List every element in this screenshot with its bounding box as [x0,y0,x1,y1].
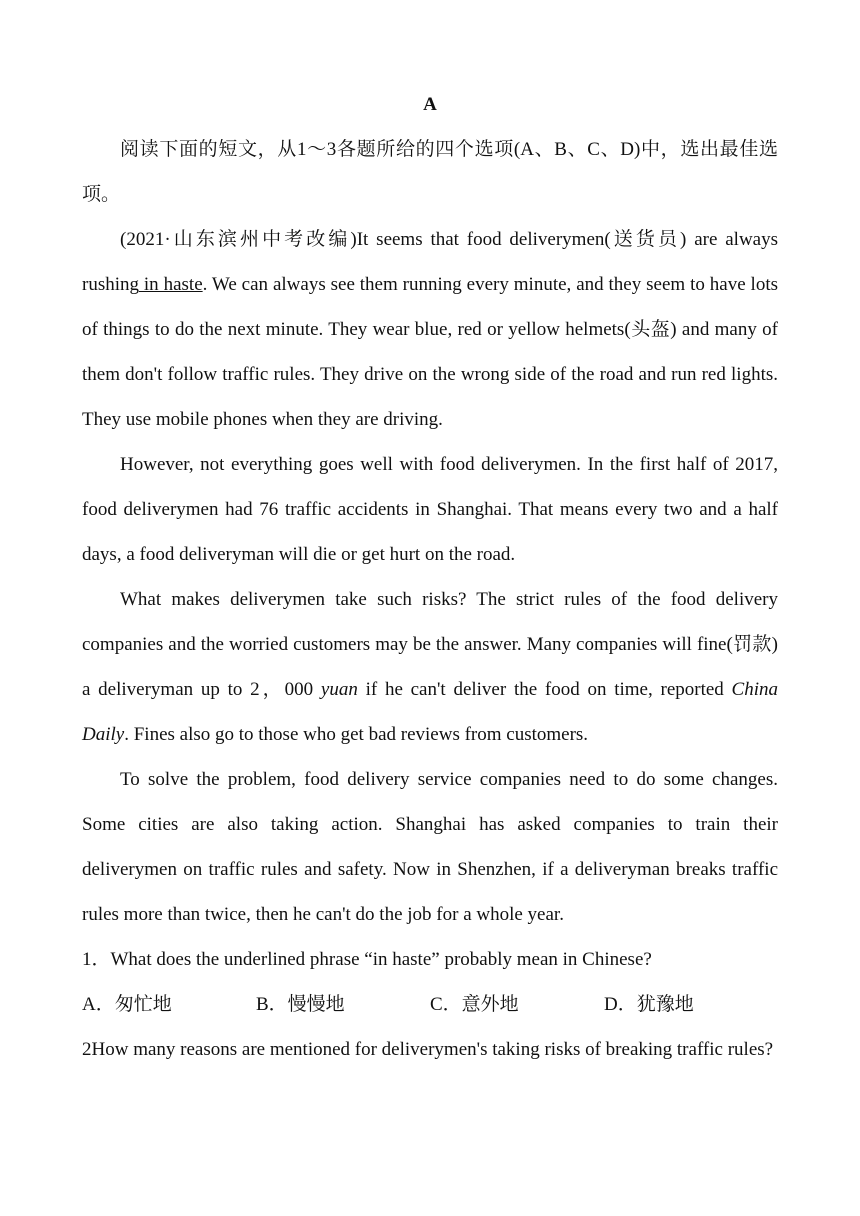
passage-paragraph-1 [82,217,778,442]
option-b: B．慢慢地 [256,994,345,1015]
question-1-options [82,982,778,1027]
underlined-phrase: in haste [139,274,203,295]
p3-text-b: if he can't deliver the food on time, reported [357,679,732,700]
p3-italic-yuan: yuan [320,679,358,700]
passage-paragraph-3 [82,577,778,757]
instructions: 阅读下面的短文，从1～3各题所给的四个选项(A、B、C、D)中，选出最佳选项。 [82,139,778,205]
option-d: D．犹豫地 [604,994,694,1015]
p3-text-a: What makes deliverymen take such risks? The strict rules of the food delivery companies and the worried customers may be the answer. Many companies will fine(罚款) a deliveryman up to 2，000 [82,589,778,700]
option-c: C．意外地 [430,994,519,1015]
option-a: A．匆忙地 [82,994,172,1015]
passage-paragraph-2: However, not everything goes well with food deliverymen. In the first half of 2017, food deliverymen had 76 traffic accidents in Shanghai. That means every two and a half days, a food deliveryman will die or get hurt on the road. [82,454,778,565]
p3-italic-newspaper: China Daily [82,679,778,745]
document-page [82,82,778,1072]
p1-text-a: It seems that food deliverymen(送货员) are always rushing [82,229,778,295]
question-2: 2How many reasons are mentioned for deliverymen's taking risks of breaking traffic rules? [82,1039,774,1060]
question-1: 1．What does the underlined phrase “in haste” probably mean in Chinese? [82,949,652,970]
p1-text-b: . We can always see them running every minute, and they seem to have lots of things to do the next minute. They wear blue, red or yellow helmets(头盔) and many of them don't follow traffic rules. They drive on the wrong side of the road and run red lights. They use mobile phones when they are driving. [82,274,778,430]
passage-paragraph-4: To solve the problem, food delivery service companies need to do some changes. Some cities are also taking action. Shanghai has asked companies to train their deliverymen on traffic rules and safety. Now in Shenzhen, if a deliveryman breaks traffic rules more than twice, then he can't do the job for a whole year. [82,769,778,925]
section-heading: A [423,94,437,115]
source-note: (2021·山东滨州中考改编) [120,229,357,250]
p3-text-c: . Fines also go to those who get bad reviews from customers. [124,724,589,745]
